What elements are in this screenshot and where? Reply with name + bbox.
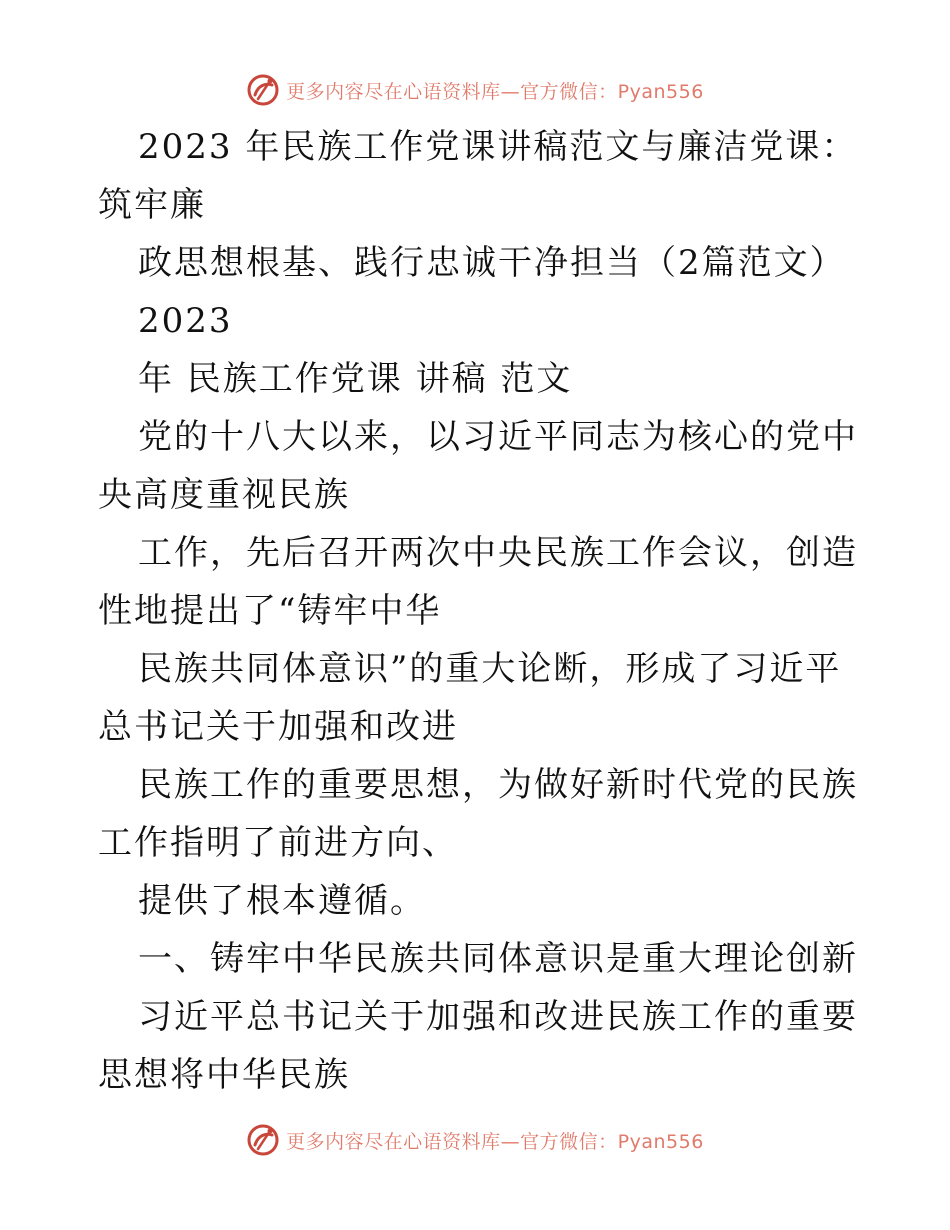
paragraph-body: 提供了根本遵循。 (138, 881, 426, 921)
paragraph-year: 2023 (138, 301, 233, 341)
paragraph-title-line-2: 政思想根基、践行忠诚干净担当（2篇范文） (138, 243, 846, 283)
paragraph-body: 民族工作的重要思想，为做好新时代党的民族工作指明了前进方向、 (98, 765, 858, 863)
paragraph-body: 民族共同体意识”的重大论断，形成了习近平总书记关于加强和改进 (98, 649, 842, 747)
footer-watermark (0, 1120, 950, 1160)
paragraph-title-line-1: 2023 年民族工作党课讲稿范文与廉洁党课：筑牢廉 (98, 127, 858, 225)
watermark-text: 更多内容尽在心语资料库—官方微信：Pyan556 (286, 1130, 704, 1153)
seal-logo-icon (246, 1123, 280, 1157)
paragraph-subtitle: 年 民族工作党课 讲稿 范文 (138, 359, 573, 399)
seal-logo-icon (246, 73, 280, 107)
document-body (98, 118, 858, 1104)
paragraph-body: 习近平总书记关于加强和改进民族工作的重要思想将中华民族 (98, 997, 858, 1095)
header-watermark (0, 70, 950, 110)
watermark-text: 更多内容尽在心语资料库—官方微信：Pyan556 (286, 80, 704, 103)
paragraph-body: 党的十八大以来，以习近平同志为核心的党中央高度重视民族 (98, 417, 858, 515)
section-heading: 一、铸牢中华民族共同体意识是重大理论创新 (138, 939, 858, 979)
paragraph-body: 工作，先后召开两次中央民族工作会议，创造性地提出了“铸牢中华 (98, 533, 858, 631)
